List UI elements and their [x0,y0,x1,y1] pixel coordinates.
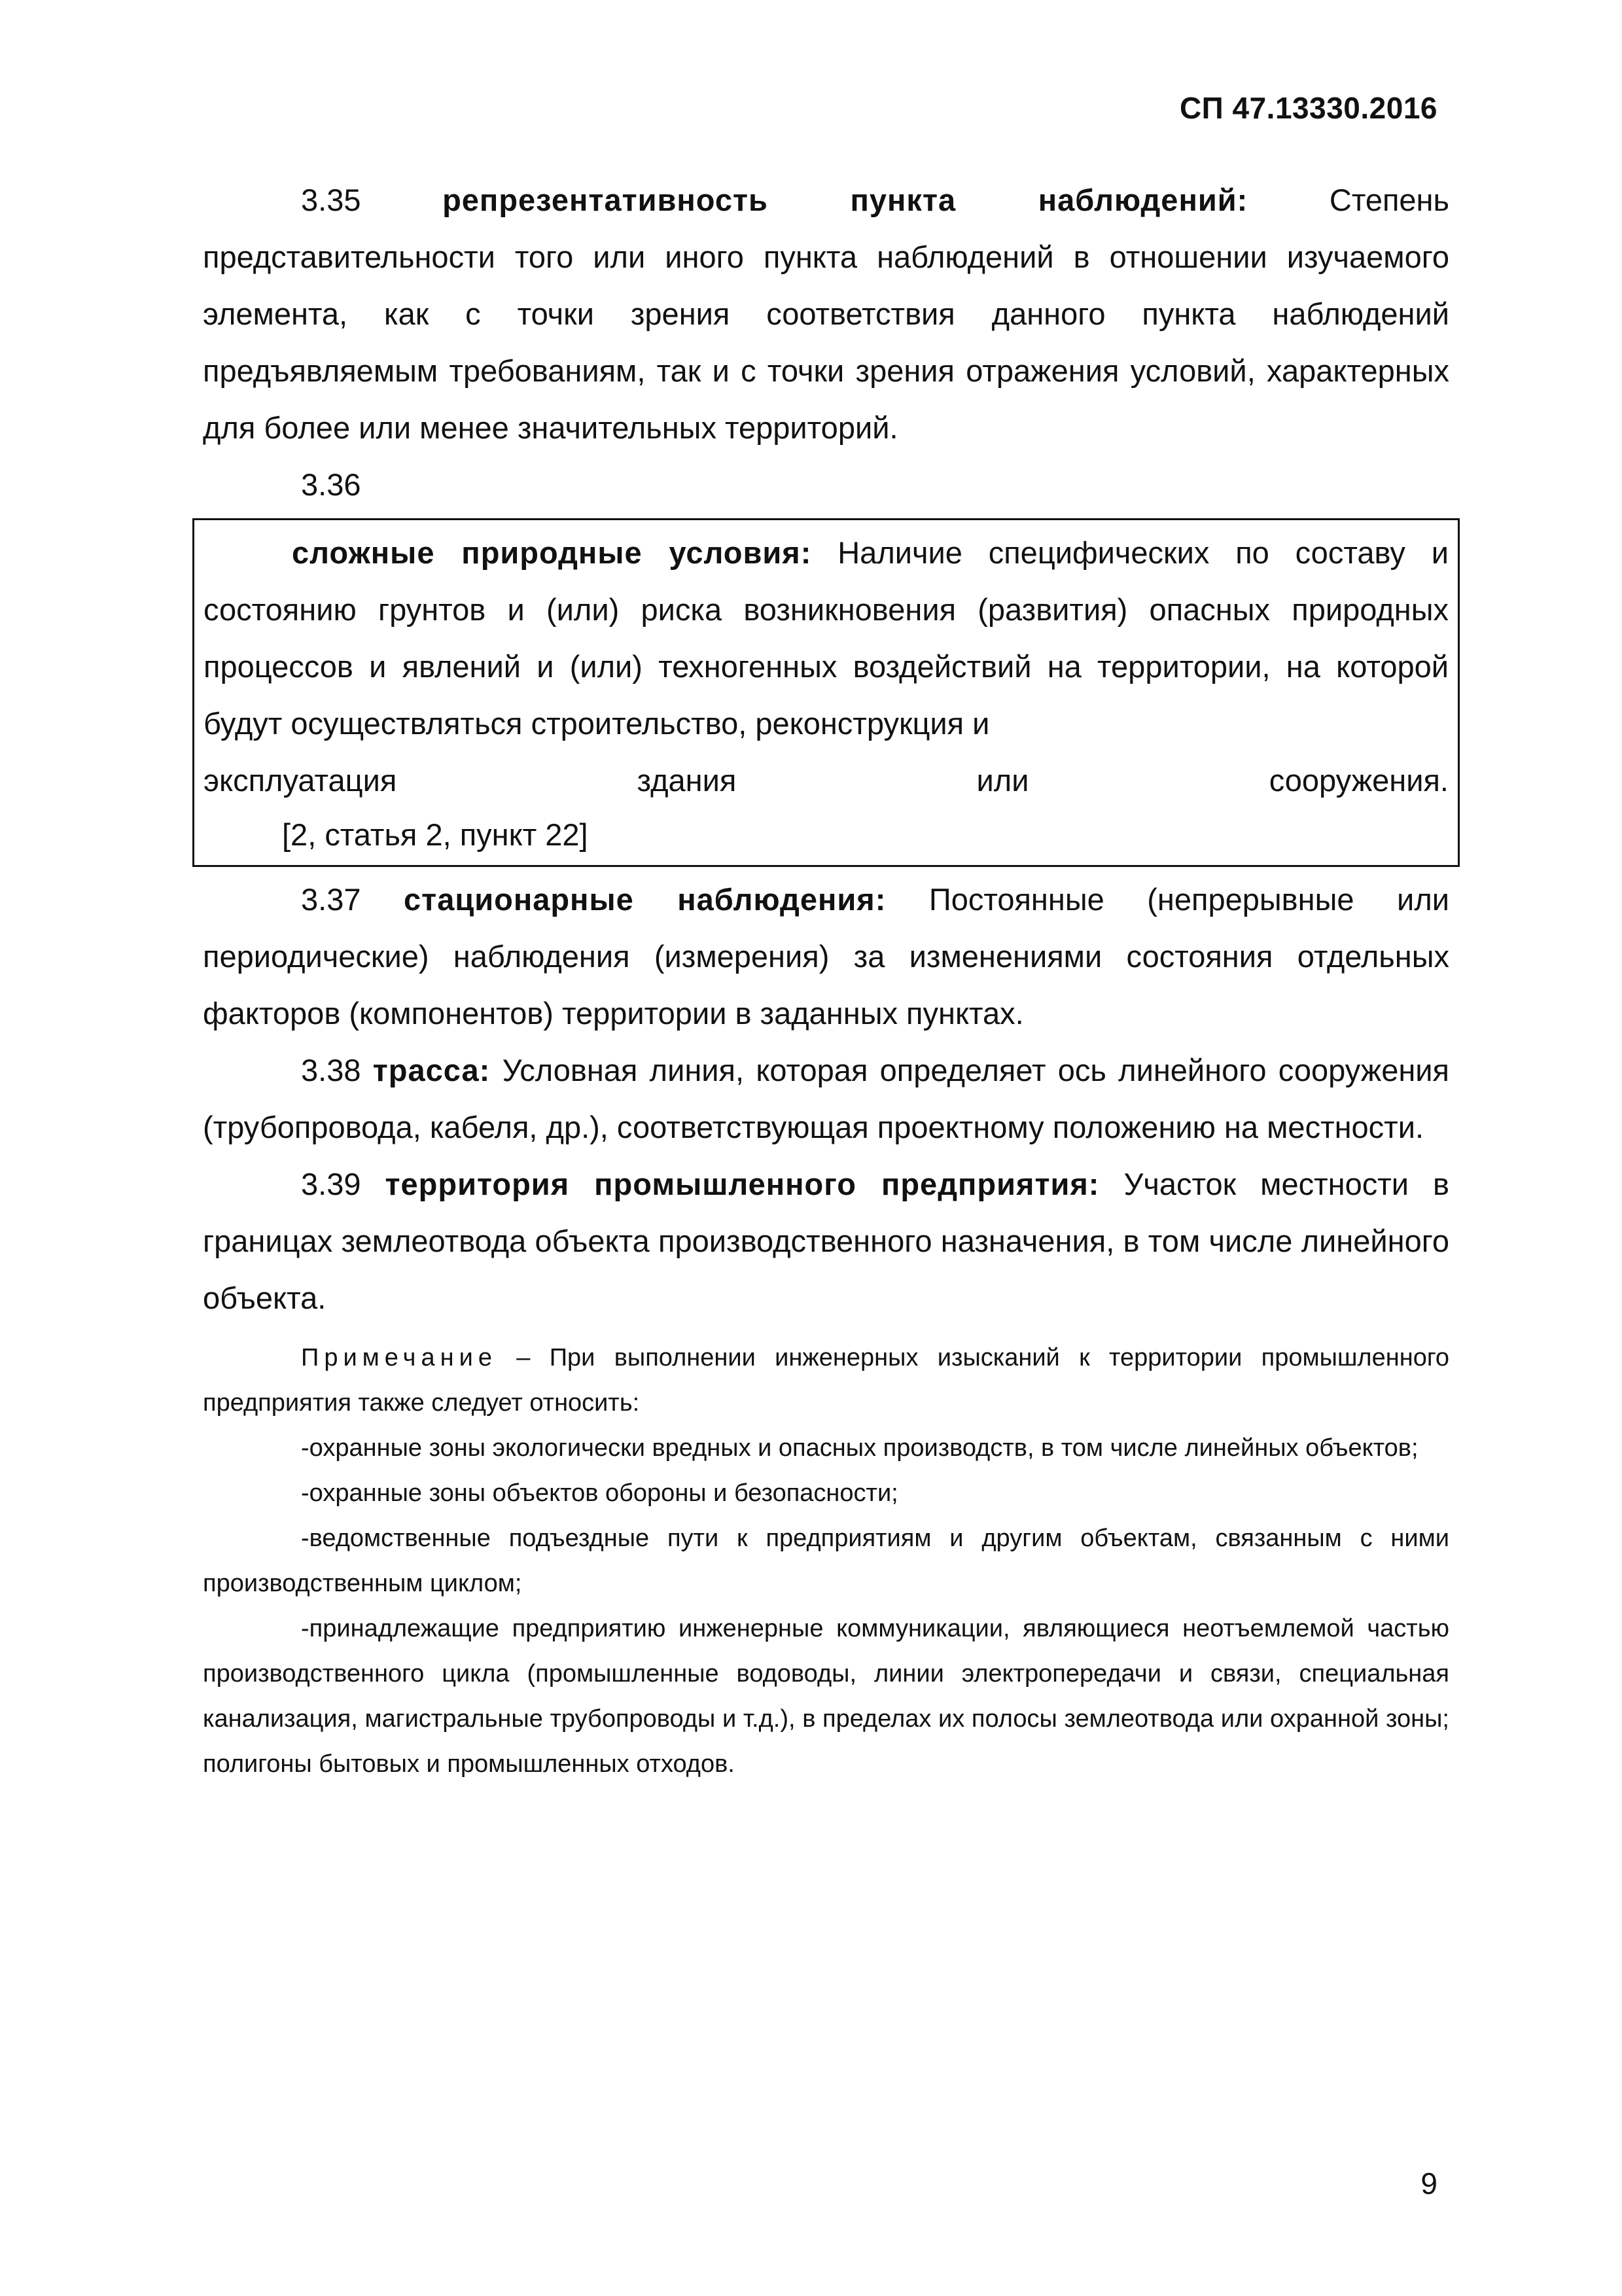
note-intro [203,1335,1449,1426]
note-block [203,1335,1449,1787]
item-text: Постоянные (непрерывные или периодические) наблюдения (измерения) за изменениями состояния отдельных факторов (компонентов) территории в заданных пунктах. [203,882,1449,1031]
page-number: 9 [1420,2166,1437,2200]
item-term: территория промышленного предприятия: [385,1167,1100,1201]
item-text: Условная линия, которая определяет ось линейного сооружения (трубопровода, кабеля, др.), соответствующая проектному положению на местности. [203,1053,1449,1144]
item-term: репрезентативность пункта наблюдений: [442,183,1248,217]
definition-3-39 [203,1156,1449,1326]
note-bullet: -принадлежащие предприятию инженерные коммуникации, являющиеся неотъемлемой частью производственного цикла (промышленные водоводы, линии электропередачи и связи, специальная канализация, магистральные трубопроводы и т.д.), в пределах их полосы землеотвода или охранной зоны; полигоны бытовых и промышленных отходов. [203,1615,1449,1778]
note-label: Примечание [301,1344,497,1371]
note-bullet: -ведомственные подъездные пути к предприятиям и другим объектам, связанным с ними производственным циклом; [203,1525,1449,1597]
item-text: Степень представительности того или иного пункта наблюдений в отношении изучаемого элемента, как с точки зрения соответствия данного пункта наблюдений предъявляемым требованиям, так и с точки зрения отражения условий, характерных для более или менее значительных территорий. [203,183,1449,445]
item-number: 3.39 [301,1167,361,1201]
note-bullet: -охранные зоны экологически вредных и опасных производств, в том числе линейных объектов; [301,1434,1419,1462]
definition-3-36-reference: [2, статья 2, пункт 22] [282,817,588,852]
item-term: стационарные наблюдения: [404,882,887,917]
item-number: 3.37 [301,882,361,917]
item-term: трасса: [372,1053,491,1087]
definition-3-36 [203,524,1449,752]
note-bullet: -охранные зоны объектов обороны и безопасности; [301,1479,898,1507]
item-number: 3.38 [301,1053,361,1087]
definition-3-36-box [192,518,1460,867]
page-content [203,171,1449,1787]
definition-3-36-last-line: эксплуатация здания или сооружения. [203,763,1449,798]
item-number-3-36: 3.36 [301,467,361,502]
note-intro-text: При выполнении инженерных изысканий к территории промышленного предприятия также следует относить: [203,1344,1450,1417]
item-text: Наличие специфических по составу и состоянию грунтов и (или) риска возникновения (развития) опасных природных процессов и явлений и (или) техногенных воздействий на территории, на которой будут осуществляться строительство, реконструкция и [203,535,1449,741]
item-number: 3.35 [301,183,361,217]
document-code: СП 47.13330.2016 [1179,91,1437,125]
definition-3-37 [203,871,1449,1042]
definition-3-35 [203,171,1449,456]
note-dash: – [497,1344,550,1371]
definition-3-38 [203,1042,1449,1156]
item-term: сложные природные условия: [292,535,812,570]
item-text: Участок местности в границах землеотвода объекта производственного назначения, в том числе линейного объекта. [203,1167,1450,1315]
